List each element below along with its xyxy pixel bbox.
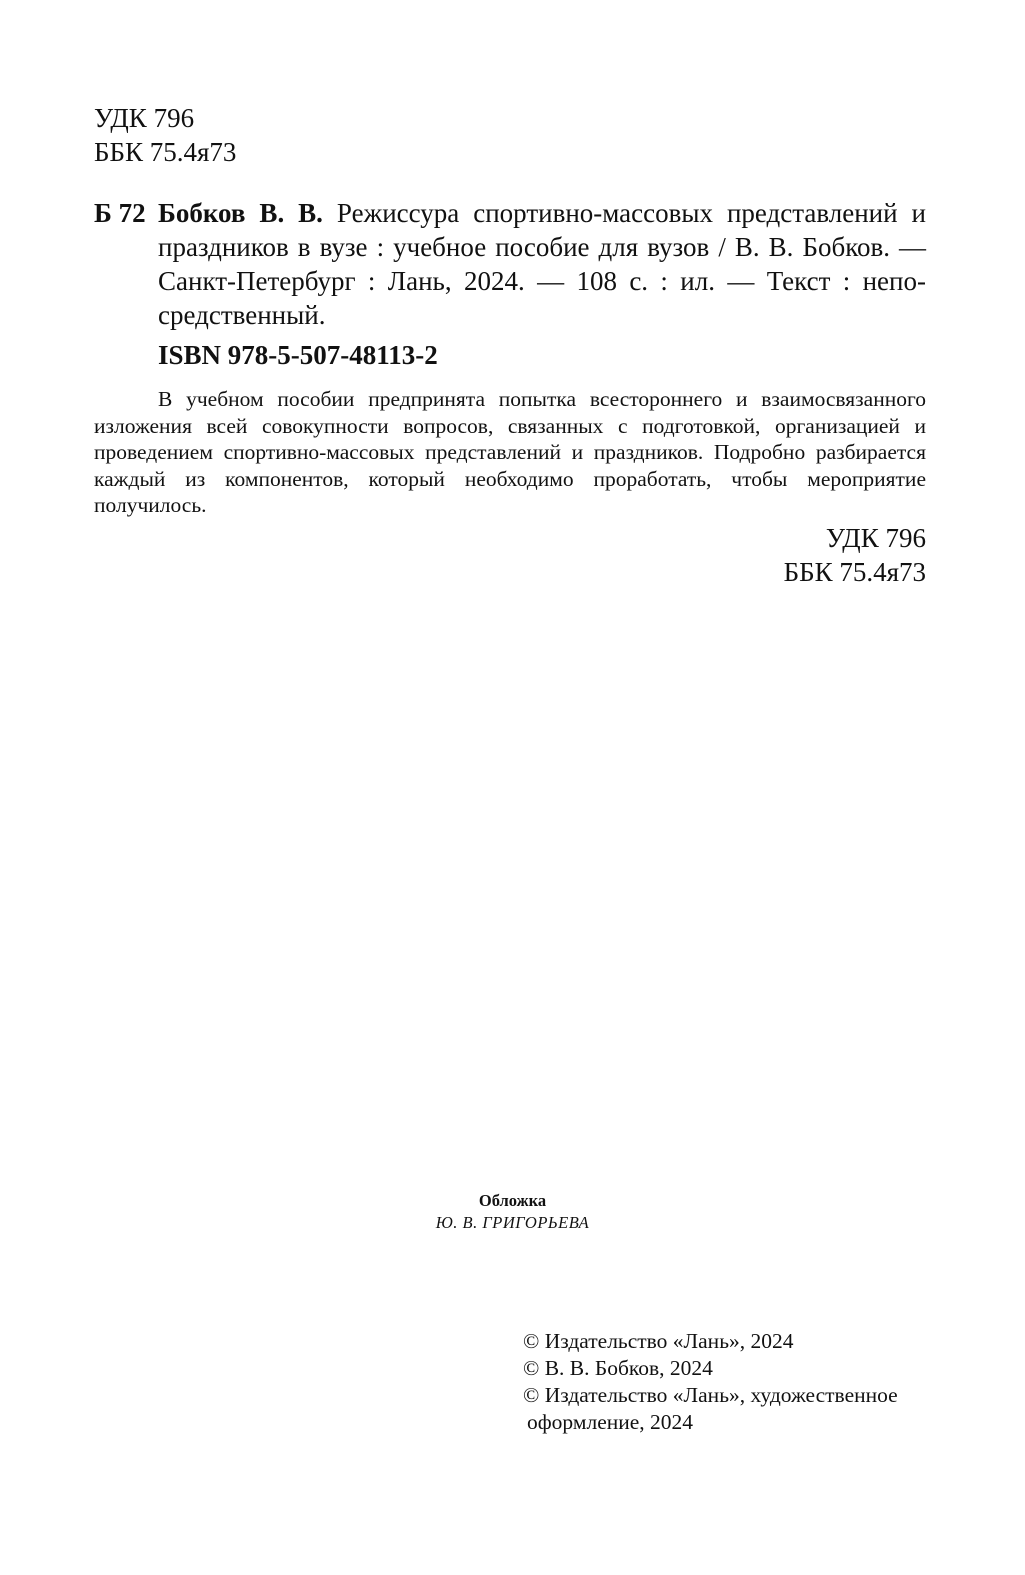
description-text: Режиссура спортивно-массовых представлений и праздников в вузе : учебное пособие для вузов / В. В. Бобков. — Санкт-Петербург : Лань, 2024. — 108 с. : ил. — Текст : непо-средственный. <box>158 198 927 330</box>
udk-code: УДК 796 <box>94 103 195 133</box>
cover-designer: Ю. В. ГРИГОРЬЕВА <box>435 1213 590 1232</box>
bbk-code: ББК 75.4я73 <box>94 137 237 167</box>
copyright-line: © Издательство «Лань», художественное <box>523 1383 898 1407</box>
udk-code: УДК 796 <box>825 523 926 553</box>
copyright-line: © В. В. Бобков, 2024 <box>523 1356 713 1380</box>
cover-label: Обложка <box>478 1191 547 1210</box>
bibliographic-description <box>158 196 926 332</box>
copyright-line: оформление, 2024 <box>527 1410 694 1434</box>
classification-top <box>94 101 236 169</box>
author-name: Бобков В. В. <box>158 198 323 228</box>
copyright-line: © Издательство «Лань», 2024 <box>523 1329 794 1353</box>
copyright-notices <box>523 1328 943 1436</box>
cover-credit <box>0 1190 1025 1234</box>
classification-bottom <box>784 521 926 589</box>
bibliographic-entry <box>94 196 926 332</box>
author-sign: Б 72 <box>94 198 146 228</box>
isbn: ISBN 978-5-507-48113-2 <box>158 340 438 370</box>
abstract: В учебном пособии предпринята попытка всестороннего и взаимосвязанного изложения всей совокупности вопросов, связанных с подготовкой, организацией и проведением спортивно-массовых представлений и праздников. Подробно разбирается каждый из компонентов, который необходимо проработать, чтобы мероприятие получилось. <box>94 387 926 517</box>
bbk-code: ББК 75.4я73 <box>783 557 926 587</box>
